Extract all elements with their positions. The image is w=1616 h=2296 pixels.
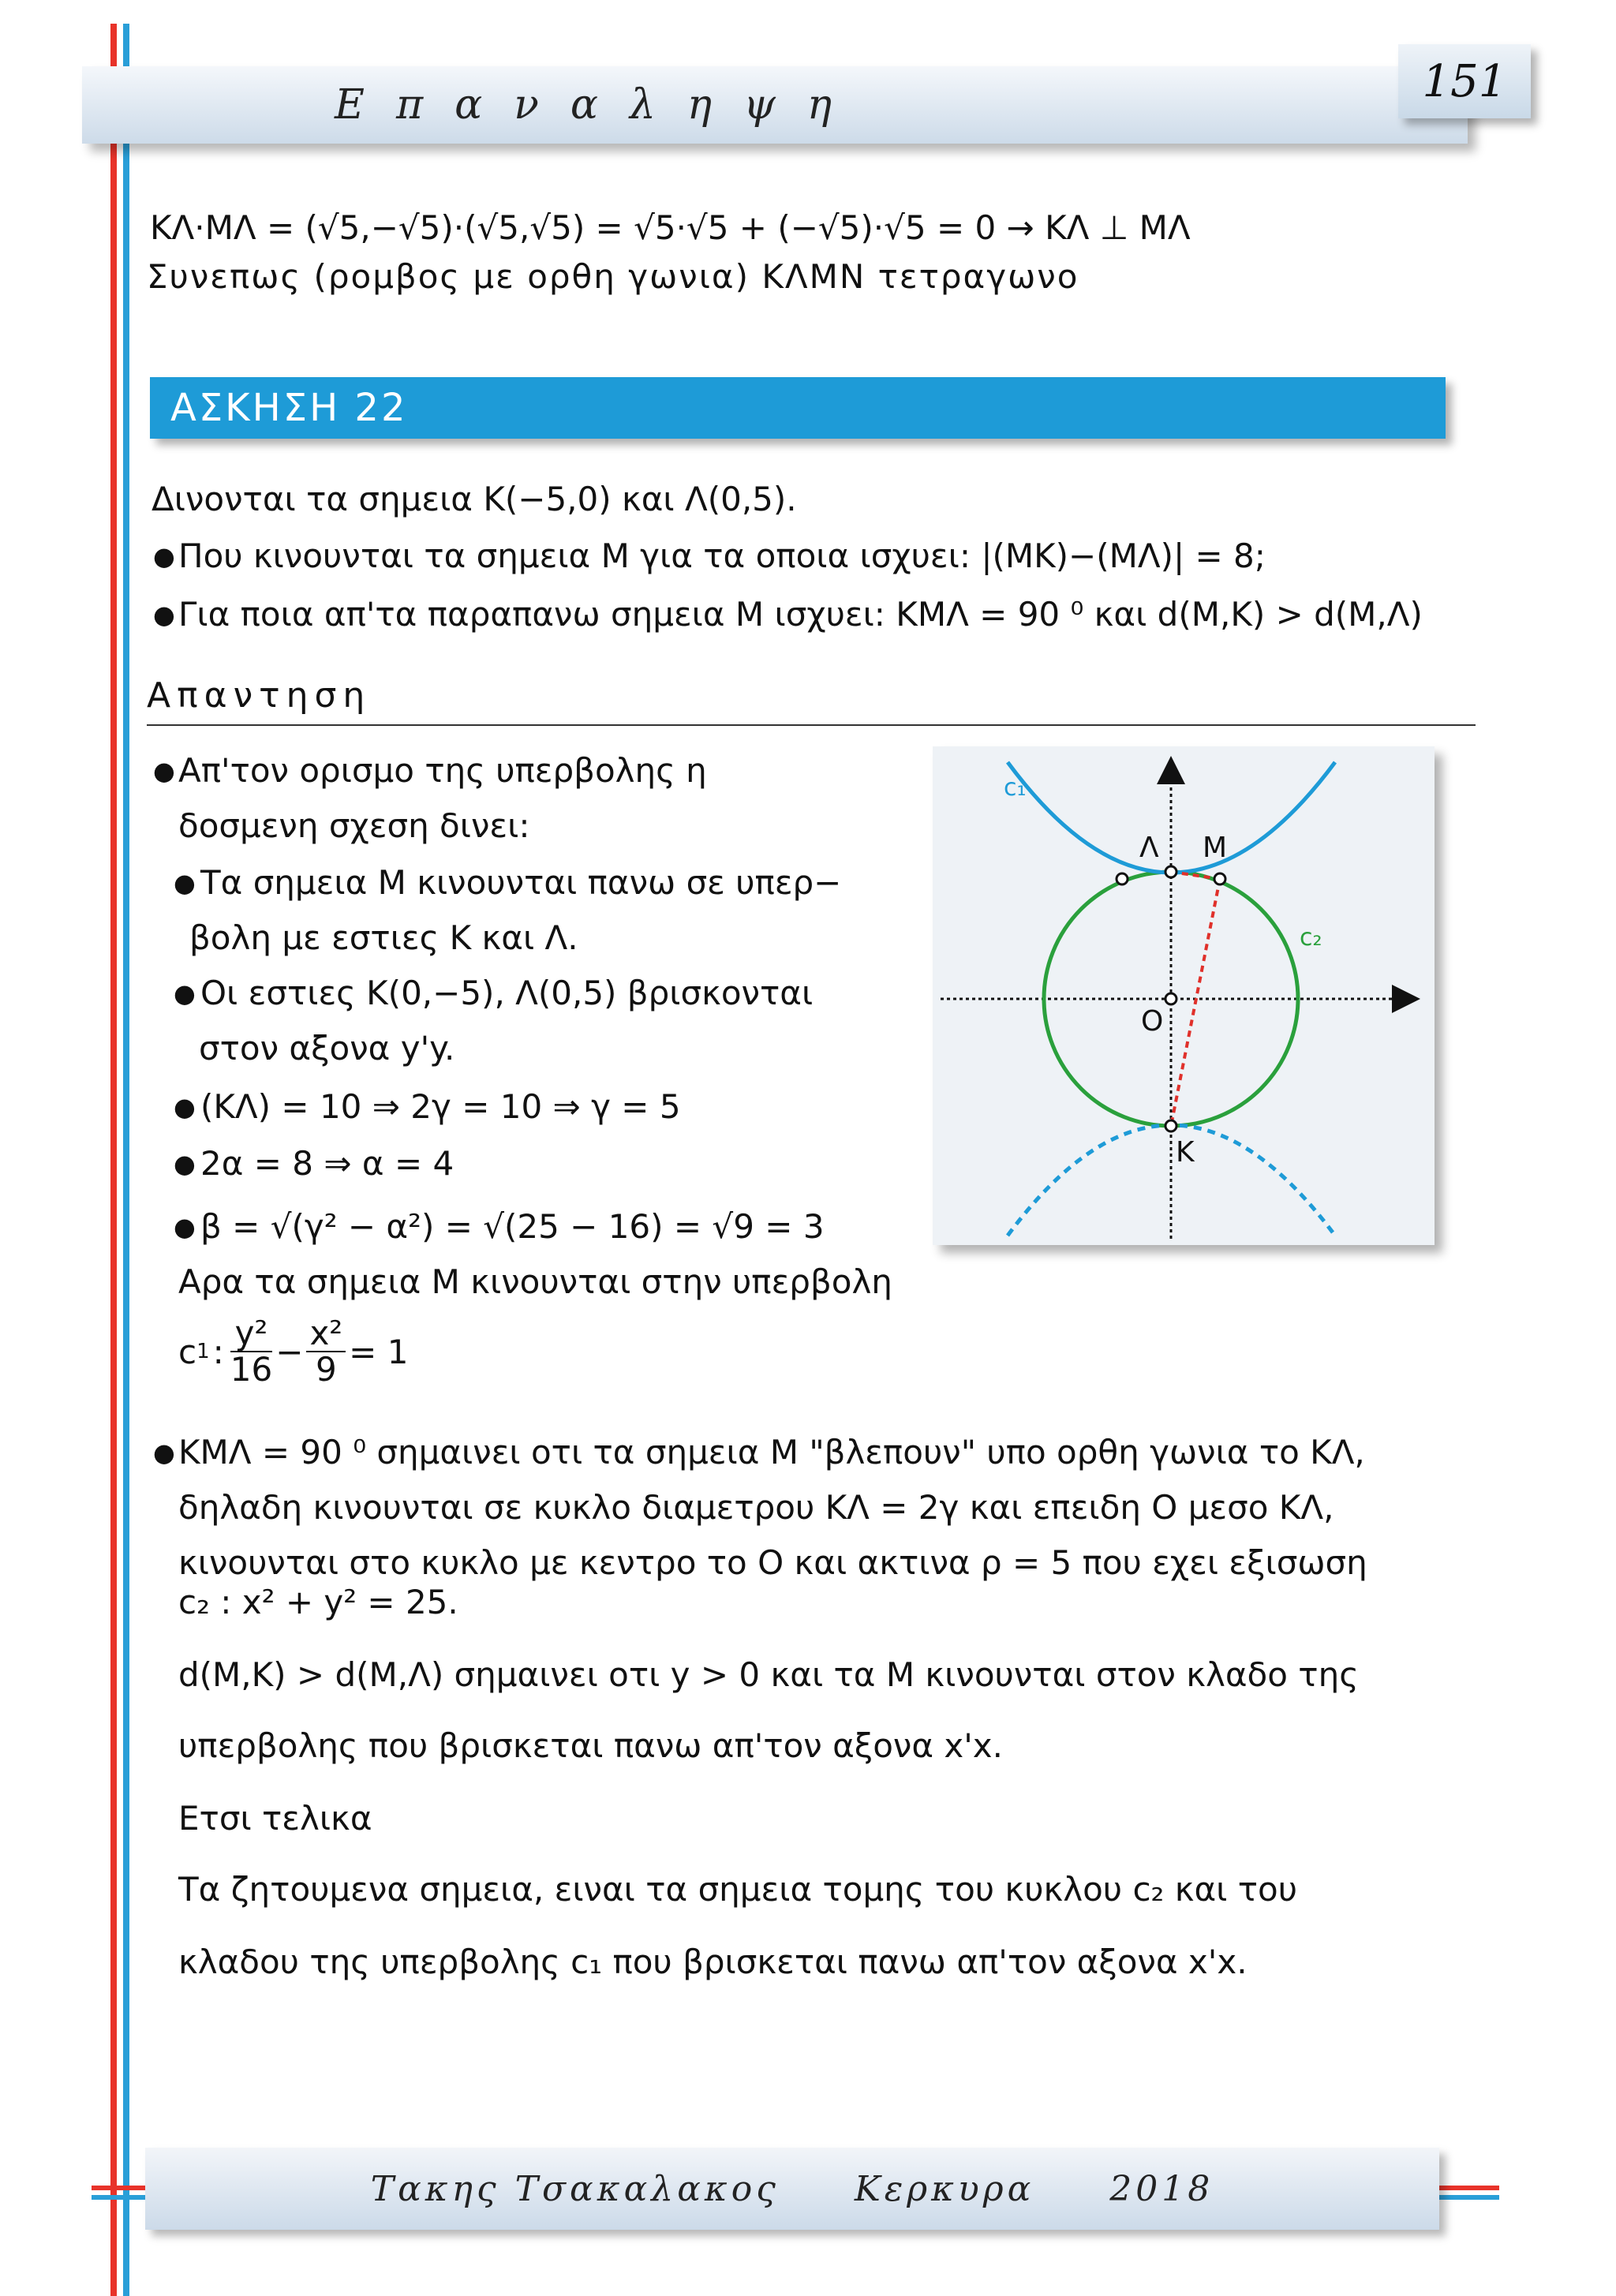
label-O: Ο xyxy=(1141,1005,1164,1038)
answer-p4: c₂ : x² + y² = 25. xyxy=(178,1583,458,1621)
left-blue-line xyxy=(123,24,129,2296)
answer-s5: β = √(γ² − α²) = √(25 − 16) = √9 = 3 xyxy=(200,1207,825,1246)
answer-s2: Οι εστιες Κ(0,−5), Λ(0,5) βρισκονται xyxy=(200,974,814,1012)
answer-s1: Τα σημεια Μ κινουνται πανω σε υπερ− xyxy=(200,863,842,902)
page-number: 151 xyxy=(1398,44,1531,118)
segment-MK xyxy=(1171,879,1220,1126)
c1-label: c xyxy=(178,1332,197,1371)
answer-s3: (ΚΛ) = 10 ⇒ 2γ = 10 ⇒ γ = 5 xyxy=(200,1087,681,1126)
vector-product-line: KΛ·MΛ = (√5,−√5)·(√5,√5) = √5·√5 + (−√5)·√5 = 0 → KΛ ⊥ MΛ xyxy=(150,208,1191,247)
hyperbola-upper-branch xyxy=(1008,762,1335,873)
minus-sign: − xyxy=(275,1332,304,1371)
answer-divider xyxy=(147,724,1476,726)
bullet-icon: ● xyxy=(174,868,196,898)
fraction-y xyxy=(230,1316,272,1387)
label-L: Λ xyxy=(1139,832,1159,864)
answer-p7: Ετσι τελικα xyxy=(178,1799,372,1838)
given-points: Δινονται τα σημεια Κ(−5,0) και Λ(0,5). xyxy=(152,480,797,518)
point-left-intersection xyxy=(1117,873,1128,884)
left-red-line xyxy=(110,24,117,2296)
exercise-title: ΑΣΚΗΣΗ 22 xyxy=(150,377,1446,439)
label-M: Μ xyxy=(1203,832,1228,864)
colon: : xyxy=(212,1332,224,1371)
answer-s2b: στον αξονα y'y. xyxy=(199,1029,455,1068)
question-1: Που κινουνται τα σημεια Μ για τα οποια ισχυει: |(ΜΚ)−(ΜΛ)| = 8; xyxy=(178,537,1266,575)
answer-p1: ΚΜΛ = 90 ⁰ σημαινει οτι τα σημεια Μ "βλεπουν" υπο ορθη γωνια το ΚΛ, xyxy=(178,1433,1365,1471)
label-K: Κ xyxy=(1176,1136,1195,1169)
fraction-y-den: 16 xyxy=(230,1350,273,1389)
square-conclusion: Συνεπως (ρομβος με ορθη γωνια) ΚΛΜΝ τετραγωνο xyxy=(147,257,1079,296)
footer-right-red-line xyxy=(1439,2186,1499,2190)
point-M xyxy=(1214,873,1225,884)
answer-b1: Απ'τον ορισμο της υπερβολης η xyxy=(178,751,707,790)
bullet-icon: ● xyxy=(153,756,175,786)
answer-p2: δηλαδη κινουνται σε κυκλο διαμετρου ΚΛ = 2γ και επειδη Ο μεσο ΚΛ, xyxy=(178,1488,1334,1527)
c1-subscript: 1 xyxy=(196,1340,210,1363)
answer-p8: Τα ζητουμενα σημεια, ειναι τα σημεια τομης του κυκλου c₂ και του xyxy=(178,1870,1298,1909)
footer-left-red-line xyxy=(92,2186,147,2190)
bullet-icon: ● xyxy=(174,978,196,1008)
hyperbola-circle-figure xyxy=(933,746,1435,1245)
fraction-x-num: x² xyxy=(306,1316,346,1352)
answer-b1b: δοσμενη σχεση δινει: xyxy=(178,806,530,845)
answer-s4: 2α = 8 ⇒ α = 4 xyxy=(200,1144,454,1183)
answer-s1b: βολη με εστιες Κ και Λ. xyxy=(189,918,578,957)
footer: Τακης Τσακαλακος Κερκυρα 2018 xyxy=(145,2148,1439,2230)
point-L xyxy=(1165,866,1176,877)
answer-p6: υπερβολης που βρισκεται πανω απ'τον αξονα x'x. xyxy=(178,1726,1004,1765)
footer-left-blue-line xyxy=(92,2195,147,2200)
footer-right-blue-line xyxy=(1439,2195,1499,2200)
answer-ara: Αρα τα σημεια Μ κινουνται στην υπερβολη xyxy=(178,1262,892,1301)
bullet-icon: ● xyxy=(153,1438,175,1468)
bullet-icon: ● xyxy=(153,541,175,571)
bullet-icon: ● xyxy=(174,1212,196,1242)
answer-p3: κινουνται στο κυκλο με κεντρο το Ο και ακτινα ρ = 5 που εχει εξισωση xyxy=(178,1543,1367,1582)
answer-p5: d(M,K) > d(M,Λ) σημαινει οτι y > 0 και τα Μ κινουνται στον κλαδο της xyxy=(178,1655,1359,1694)
question-2: Για ποια απ'τα παραπανω σημεια Μ ισχυει: ΚΜΛ = 90 ⁰ και d(M,K) > d(M,Λ) xyxy=(178,595,1423,634)
fraction-x xyxy=(306,1316,346,1387)
figure-box xyxy=(933,746,1435,1245)
bullet-icon: ● xyxy=(174,1092,196,1122)
answer-heading: Απαντηση xyxy=(147,675,372,716)
answer-p9: κλαδου της υπερβολης c₁ που βρισκεται πανω απ'τον αξονα x'x. xyxy=(178,1943,1248,1981)
point-K xyxy=(1165,1120,1176,1131)
fraction-y-num: y² xyxy=(230,1316,272,1352)
label-c2: c₂ xyxy=(1300,924,1322,952)
label-c1: c₁ xyxy=(1004,774,1027,802)
header-title: Επαναληψη xyxy=(334,81,864,129)
bullet-icon: ● xyxy=(153,600,175,630)
bullet-icon: ● xyxy=(174,1149,196,1179)
equation-rhs: = 1 xyxy=(349,1332,409,1371)
point-O xyxy=(1165,993,1176,1004)
fraction-x-den: 9 xyxy=(315,1350,337,1389)
hyperbola-equation xyxy=(178,1316,408,1387)
